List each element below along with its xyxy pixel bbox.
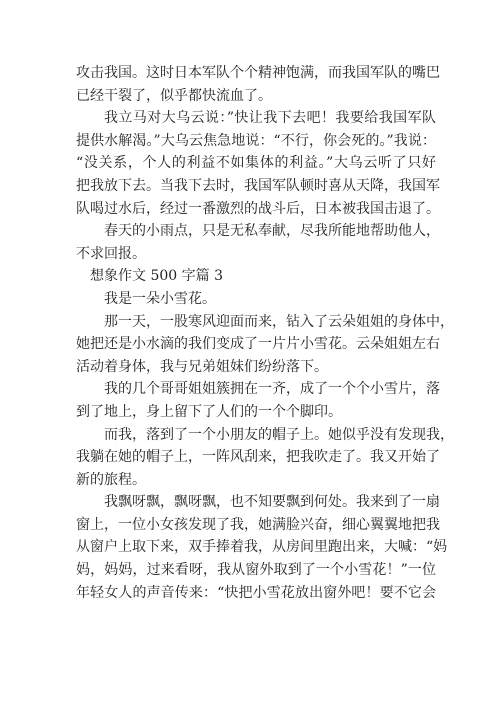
text-line: 已经干裂了，似乎都快流血了。 (76, 87, 272, 104)
text-line: 把我放下去。当我下去时，我国军队顿时喜从天降，我国军 (76, 177, 440, 194)
text-line: 不求回报。 (76, 245, 146, 262)
text-line: 活动着身体，我与兄弟姐妹们纷纷落下。 (76, 358, 328, 375)
paragraph-start-line: 那一天，一股寒风迎面而来，钻入了云朵姐姐的身体中， (104, 313, 454, 330)
text-line: 年轻女人的声音传来：“快把小雪花放出窗外吧！要不它会 (76, 584, 436, 601)
paragraph-start-line: 我的几个哥哥姐姐簇拥在一齐，成了一个个小雪片，落 (104, 381, 440, 398)
section-heading: 想象作文 500 字篇 3 (90, 268, 223, 285)
paragraph-start-line: 我立马对大乌云说：”快让我下去吧！我要给我国军队 (104, 110, 436, 127)
paragraph-start-line: 我飘呀飘，飘呀飘，也不知要飘到何处。我来到了一扇 (104, 494, 440, 511)
text-line: 到了地上，身上留下了人们的一个个脚印。 (76, 403, 342, 420)
text-line: 妈，妈妈，过来看呀，我从窗外取到了一个小雪花！”一位 (76, 562, 436, 579)
text-line: 新的旅程。 (76, 471, 146, 488)
text-line: 队喝过水后，经过一番激烈的战斗后，日本被我国击退了。 (76, 200, 440, 217)
text-line: 从窗户上取下来，双手捧着我，从房间里跑出来，大喊：“妈 (76, 539, 448, 556)
text-line: “没关系，个人的利益不如集体的利益。”大乌云听了只好 (76, 155, 436, 172)
document-body (76, 62, 454, 604)
text-line: 她把还是小水滴的我们变成了一片片小雪花。云朵姐姐左右 (76, 336, 440, 353)
text-line: 我躺在她的帽子上，一阵风刮来，把我吹走了。我又开始了 (76, 449, 440, 466)
paragraph-start-line: 而我，落到了一个小朋友的帽子上。她似乎没有发现我， (104, 426, 454, 443)
text-line: 提供水解渴。”大乌云焦急地说：“不行，你会死的。”我说： (76, 132, 436, 149)
text-line: 攻击我国。这时日本军队个个精神饱满，而我国军队的嘴巴 (76, 65, 440, 81)
paragraph-start-line: 春天的小雨点，只是无私奉献，尽我所能地帮助他人， (104, 223, 440, 240)
text-line: 窗上，一位小女孩发现了我，她满脸兴奋，细心翼翼地把我 (76, 516, 440, 533)
paragraph-start-line: 我是一朵小雪花。 (104, 290, 216, 307)
